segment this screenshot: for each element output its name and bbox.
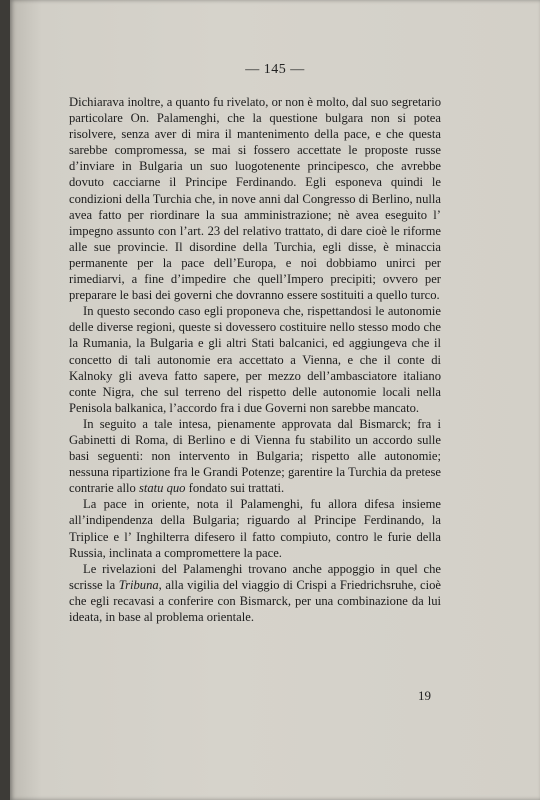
book-page (10, 0, 540, 800)
paragraph-3 (69, 416, 441, 496)
paragraph-3-text-a: In seguito a tale intesa, pienamente approvata dal Bismarck; fra i Gabinetti di Roma, di Berlino e di Vienna fu stabilito un accordo sulle basi seguenti: non intervento in Bulgaria; rispetto alle autonomie; nessuna ripartizione fra le Grandi Potenze; garentire la Turchia da pretese contrarie allo (69, 416, 441, 496)
body-text (69, 94, 441, 625)
paragraph-4: La pace in oriente, nota il Palamenghi, fu allora difesa insieme all’indipendenza della Bulgaria; riguardo al Principe Ferdinando, la Triplice e l’ Inghilterra difesero il fatto compiuto, contro le furie della Russia, inclinata a compromettere la pace. (69, 497, 441, 560)
paragraph-5-text-b: , alla vigilia del viaggio di Crispi a Friedrichsruhe, cioè che egli recavasi a conferire con Bismarck, per una combinazione da lui ideata, in base al problema orientale. (69, 577, 441, 624)
signature-mark: 19 (418, 688, 431, 703)
paragraph-3-italic: statu quo (138, 481, 186, 496)
paragraph-5-text-a: Le rivelazioni del Palamenghi trovano anche appoggio in quel che scrisse la (69, 561, 441, 592)
paragraph-1: Dichiarava inoltre, a quanto fu rivelato, or non è molto, dal suo segretario particolare On. Palamenghi, che la questione bulgara non si potea risolvere, senza aver di mira il mantenimento della pace, e che questa sarebbe compromessa, se mai si fossero accettate le proposte russe d’inviare in Bulgaria un suo luogotenente principesco, che avrebbe dovuto cacciarne il Principe Ferdinando. Egli esponeva quindi le condizioni della Turchia che, in nove anni dal Congresso di Berlino, nulla avea fatto per riordinare la sua amministrazione; nè avea eseguito l’ impegno assunto con l’art. 23 del relativo trattato, di dare cioè le riforme alle sue provincie. Il disordine della Turchia, egli disse, è minaccia permanente per la pace dell’Europa, e noi dobbiamo unirci per rimediarvi, a fine d’impedire che quell’Impero precipiti; ovvero per preparare le basi dei governi che dovranno essere sostituiti a quello turco. (69, 95, 441, 303)
paragraph-5 (69, 561, 441, 625)
page-number: — 145 — (245, 62, 305, 77)
paragraph-3-text-b: fondato sui trattati. (185, 481, 285, 496)
paragraph-2: In questo secondo caso egli proponeva che, rispettandosi le autonomie delle diverse regioni, queste si dovessero costituire nello stesso modo che la Rumania, la Bulgaria e gli altri Stati balcanici, ed aggiungeva che il concetto di tali autonomie era accettato a Vienna, e che il conte di Kalnoky gli aveva fatto sapere, per mezzo dell’ambasciatore italiano conte Nigra, che sul terreno del rispetto delle autonomie locali nella Penisola balkanica, l’accordo fra i due Governi non sarebbe mancato. (69, 304, 441, 415)
paragraph-5-italic: Tribuna (118, 577, 159, 592)
